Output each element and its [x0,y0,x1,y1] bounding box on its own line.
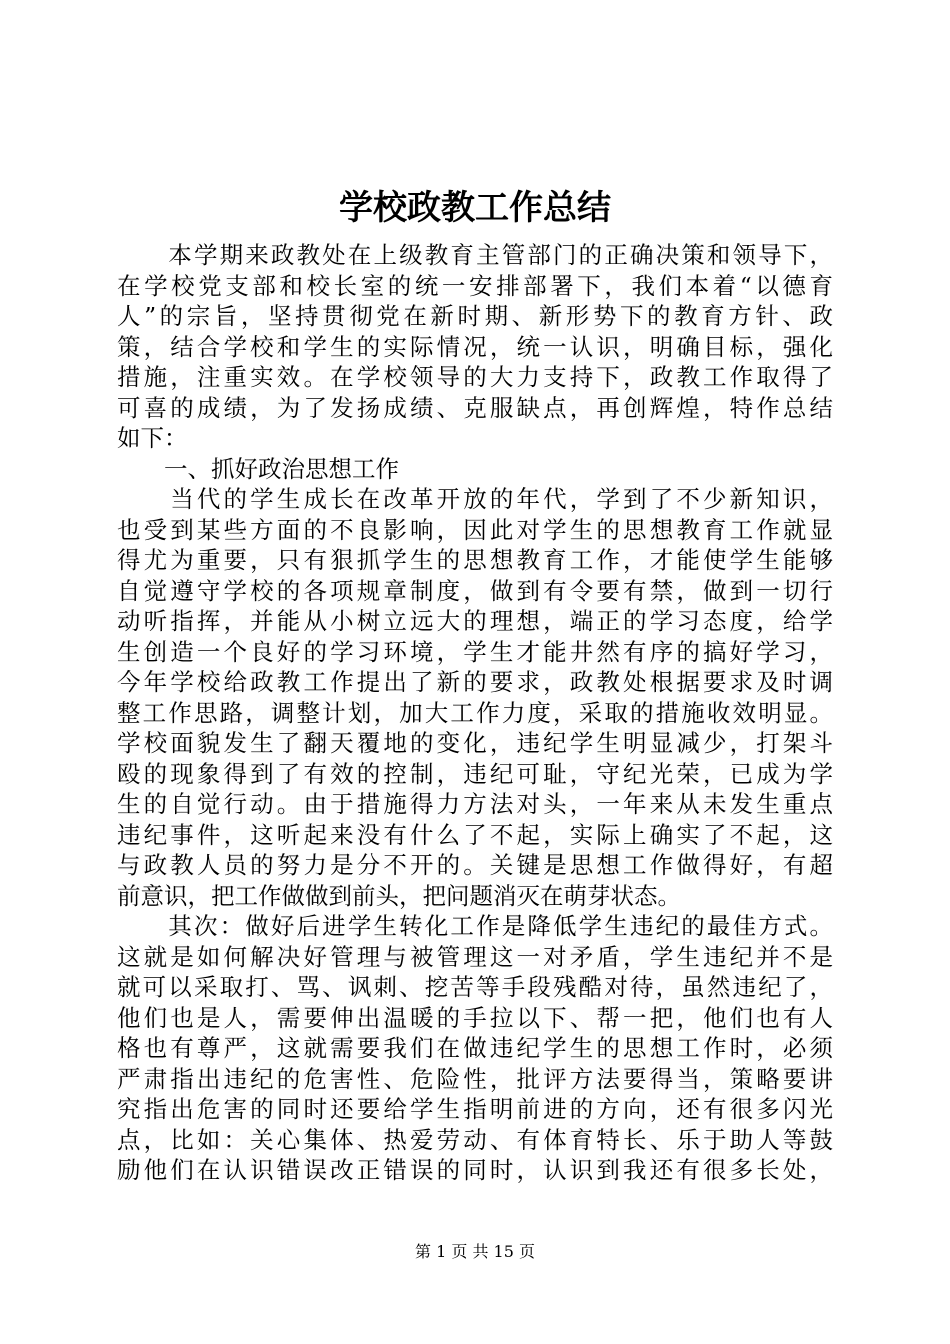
body-line: 今年学校给政教工作提出了新的要求，政教处根据要求及时调 [117,668,833,696]
body-line: 策，结合学校和学生的实际情况，统一认识，明确目标，强化 [117,332,833,361]
body-line: 违纪事件，这听起来没有什么了不起，实际上确实了不起，这 [117,820,833,849]
body-line: 学校面貌发生了翻天覆地的变化，违纪学生明显减少，打架斗 [117,729,833,757]
body-line: 整工作思路，调整计划，加大工作力度，采取的措施收效明显。 [117,698,833,727]
body-line: 人”的宗旨，坚持贯彻党在新时期、新形势下的教育方针、政 [117,302,833,330]
body-line: 格也有尊严，这就需要我们在做违纪学生的思想工作时，必须 [117,1034,833,1062]
body-line: 得尤为重要，只有狠抓学生的思想教育工作，才能使学生能够 [117,546,833,574]
body-line: 殴的现象得到了有效的控制，违纪可耻，守纪光荣，已成为学 [117,759,833,788]
body-line: 点，比如：关心集体、热爱劳动、有体育特长、乐于助人等鼓 [117,1125,833,1154]
body-line: 其次：做好后进学生转化工作是降低学生违纪的最佳方式。 [117,912,833,940]
body-line: 措施，注重实效。在学校领导的大力支持下，政教工作取得了 [117,363,833,391]
body-line: 当代的学生成长在改革开放的年代，学到了不少新知识， [117,485,833,513]
body-line: 就可以采取打、骂、讽刺、挖苦等手段残酷对待，虽然违纪了， [117,973,833,1001]
section-heading: 一、抓好政治思想工作 [117,454,399,483]
body-line: 励他们在认识错误改正错误的同时，认识到我还有很多长处， [117,1156,833,1184]
document-body [117,240,833,1186]
body-line: 与政教人员的努力是分不开的。关键是思想工作做得好，有超 [117,851,833,879]
body-line: 这就是如何解决好管理与被管理这一对矛盾，学生违纪并不是 [117,942,833,971]
body-line: 究指出危害的同时还要给学生指明前进的方向，还有很多闪光 [117,1095,833,1123]
body-line: 也受到某些方面的不良影响，因此对学生的思想教育工作就显 [117,515,833,544]
page-number: 第 1 页 共 15 页 [415,1242,535,1261]
body-line: 严肃指出违纪的危害性、危险性，批评方法要得当，策略要讲 [117,1064,833,1093]
body-line: 前意识，把工作做做到前头，把问题消灭在萌芽状态。 [117,881,681,910]
body-line: 生的自觉行动。由于措施得力方法对头，一年来从未发生重点 [117,790,833,818]
body-line: 动听指挥，并能从小树立远大的理想，端正的学习态度，给学 [117,607,833,635]
body-line: 他们也是人，需要伸出温暖的手拉以下、帮一把，他们也有人 [117,1003,833,1032]
body-line: 自觉遵守学校的各项规章制度，做到有令要有禁，做到一切行 [117,576,833,605]
body-line: 可喜的成绩，为了发扬成绩、克服缺点，再创辉煌，特作总结 [117,393,833,422]
document-title: 学校政教工作总结 [339,188,611,228]
body-line: 生创造一个良好的学习环境，学生才能井然有序的搞好学习， [117,637,833,666]
body-line: 如下： [117,424,188,452]
body-line: 本学期来政教处在上级教育主管部门的正确决策和领导下， [117,241,833,269]
body-line: 在学校党支部和校长室的统一安排部署下，我们本着“以德育 [117,271,833,300]
